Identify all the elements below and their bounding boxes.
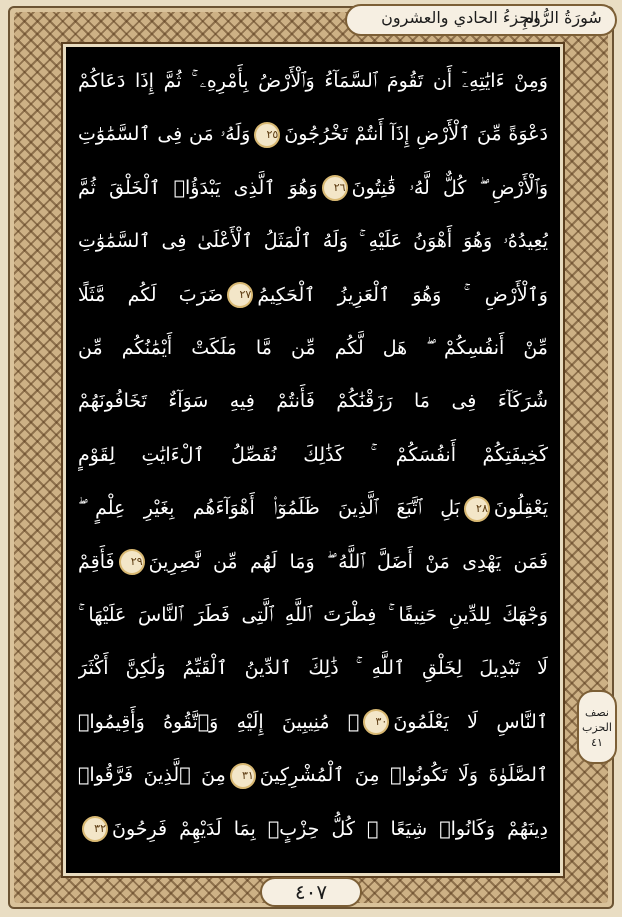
verse-text: يُعِيدُهُۥ وَهُوَ أَهْوَنُ عَلَيْهِ ۚ وَلَهُ ٱلْمَثَلُ ٱلْأَعْلَىٰ فِى ٱلسَّمَٰوَٰتِ — [78, 230, 548, 253]
verse-text: وَٱلْأَرْضِ ۚ وَهُوَ ٱلْعَزِيزُ ٱلْحَكِيمُ — [257, 283, 548, 306]
verse-line — [78, 595, 548, 635]
verse-line — [78, 275, 548, 315]
verse-text: وَهُوَ ٱلَّذِى يَبْدَؤُا۟ ٱلْخَلْقَ ثُمَّ — [78, 176, 318, 199]
verse-line — [78, 328, 548, 368]
hizb-line-3: ٤١ — [591, 735, 603, 749]
ayah-number-marker: ٣١ — [230, 763, 256, 789]
verse-text: فَمَن يَهْدِى مَنْ أَضَلَّ ٱللَّهُ ۖ وَمَا لَهُم مِّن نَّٰصِرِينَ — [148, 550, 548, 573]
verse-text: مِّنْ أَنفُسِكُمْ ۖ هَل لَّكُم مِّن مَّا مَلَكَتْ أَيْمَٰنُكُم مِّن — [78, 337, 548, 359]
verse-text-panel — [63, 44, 563, 876]
ayah-number-marker: ٢٨ — [464, 496, 490, 522]
verse-text: فَأَقِمْ — [78, 550, 115, 573]
verse-text: دَعْوَةً مِّنَ ٱلْأَرْضِ إِذَآ أَنتُمْ تَخْرُجُونَ — [284, 123, 548, 146]
verse-line — [78, 221, 548, 261]
verse-text: مِنَ ٱلَّذِينَ فَرَّقُوا۟ — [78, 764, 226, 787]
verse-text: شُرَكَآءَ فِى مَا رَزَقْنَٰكُمْ فَأَنتُمْ فِيهِ سَوَآءٌ تَخَافُونَهُمْ — [78, 390, 548, 413]
page-header — [0, 0, 622, 40]
verse-line — [78, 168, 548, 208]
verse-line — [78, 809, 548, 849]
verse-text: وَٱلْأَرْضِ ۖ كُلٌّ لَّهُۥ قَٰنِتُونَ — [351, 176, 548, 199]
ayah-number-marker: ٢٧ — [227, 282, 253, 308]
ayah-number-marker: ٣٠ — [363, 709, 389, 735]
verse-text: دِينَهُمْ وَكَانُوا۟ شِيَعًا ۖ كُلُّ حِزْبٍۭ بِمَا لَدَيْهِمْ فَرِحُونَ — [112, 817, 548, 840]
surah-label: سُورَةُ الرُّومِ — [523, 8, 602, 27]
juz-label: الجزءُ الحادي والعشرون — [381, 8, 539, 27]
verse-text: ٱلصَّلَوٰةَ وَلَا تَكُونُوا۟ مِنَ ٱلْمُشْرِكِينَ — [259, 764, 548, 787]
verse-line — [78, 702, 548, 742]
verse-text: ٱلنَّاسِ لَا يَعْلَمُونَ — [393, 710, 548, 733]
verse-line — [78, 755, 548, 795]
verse-text: وَلَهُۥ مَن فِى ٱلسَّمَٰوَٰتِ — [78, 123, 251, 146]
verse-text: بَلِ ٱتَّبَعَ ٱلَّذِينَ ظَلَمُوٓا۟ أَهْوَآءَهُم بِغَيْرِ عِلْمٍ ۖ — [78, 497, 460, 520]
hizb-line-2: الحزب — [582, 720, 612, 734]
verse-text: كَخِيفَتِكُمْ أَنفُسَكُمْ ۚ كَذَٰلِكَ نُفَصِّلُ ٱلْءَايَٰتِ لِقَوْمٍ — [78, 443, 548, 466]
hizb-marker — [577, 690, 617, 764]
verse-line — [78, 542, 548, 582]
ayah-number-marker: ٢٥ — [254, 122, 280, 148]
verse-text: ۞ مُنِيبِينَ إِلَيْهِ وَٱتَّقُوهُ وَأَقِيمُوا۟ — [78, 710, 360, 733]
ayah-number-marker: ٢٦ — [322, 175, 348, 201]
verse-line — [78, 435, 548, 475]
verse-text: وَمِنْ ءَايَٰتِهِۦٓ أَن تَقُومَ ٱلسَّمَآءُ وَٱلْأَرْضُ بِأَمْرِهِۦ ۚ ثُمَّ إِذَا دَعَاكُمْ — [78, 70, 548, 92]
ayah-number-marker: ٢٩ — [119, 549, 145, 575]
verse-line — [78, 61, 548, 101]
verse-text: وَجْهَكَ لِلدِّينِ حَنِيفًا ۚ فِطْرَتَ ٱللَّهِ ٱلَّتِى فَطَرَ ٱلنَّاسَ عَلَيْهَا ۚ — [78, 604, 548, 626]
verse-line — [78, 381, 548, 421]
verse-line — [78, 114, 548, 154]
verse-line — [78, 488, 548, 528]
verse-text: لَا تَبْدِيلَ لِخَلْقِ ٱللَّهِ ۚ ذَٰلِكَ ٱلدِّينُ ٱلْقَيِّمُ وَلَٰكِنَّ أَكْثَرَ — [78, 657, 548, 680]
verse-line — [78, 648, 548, 688]
page-number: ٤٠٧ — [260, 877, 362, 907]
verse-text: ضَرَبَ لَكُم مَّثَلًا — [78, 283, 224, 306]
ayah-number-marker: ٣٢ — [82, 816, 108, 842]
verse-text: يَعْقِلُونَ — [493, 497, 548, 520]
hizb-line-1: نصف — [585, 705, 609, 719]
